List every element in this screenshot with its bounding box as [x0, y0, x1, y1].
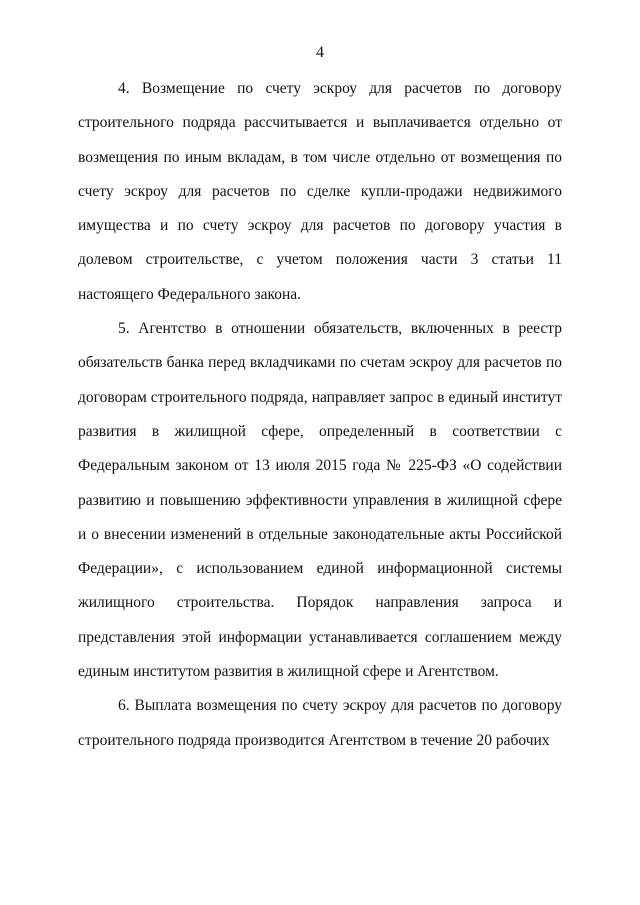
paragraph-6: 6. Выплата возмещения по счету эскроу для расчетов по договору строительного подряда производится Агентством в течение 20 рабочих — [78, 697, 562, 749]
paragraph-4: 4. Возмещение по счету эскроу для расчетов по договору строительного подряда рассчитывается и выплачивается отдельно от возмещения по иным вкладам, в том числе отдельно от возмещения по счету эскроу для расчетов по сделке купли-продажи недвижимого имущества и по счету эскроу для расчетов по договору участия в долевом строительстве, с учетом положения части 3 статьи 11 настоящего Федерального закона. — [78, 80, 562, 303]
paragraph-5: 5. Агентство в отношении обязательств, включенных в реестр обязательств банка перед вкладчиками по счетам эскроу для расчетов по договорам строительного подряда, направляет запрос в единый институт развития в жилищной сфере, определенный в соответствии с Федеральным законом от 13 июля 2015 года № 225-ФЗ «О содействии развитию и повышению эффективности управления в жилищной сфере и о внесении изменений в отдельные законодательные акты Российской Федерации», с использованием единой информационной системы жилищного строительства. Порядок направления запроса и представления этой информации устанавливается соглашением между единым институтом развития в жилищной сфере и Агентством. — [78, 320, 562, 681]
page-number: 4 — [316, 44, 324, 61]
document-body — [78, 72, 562, 758]
